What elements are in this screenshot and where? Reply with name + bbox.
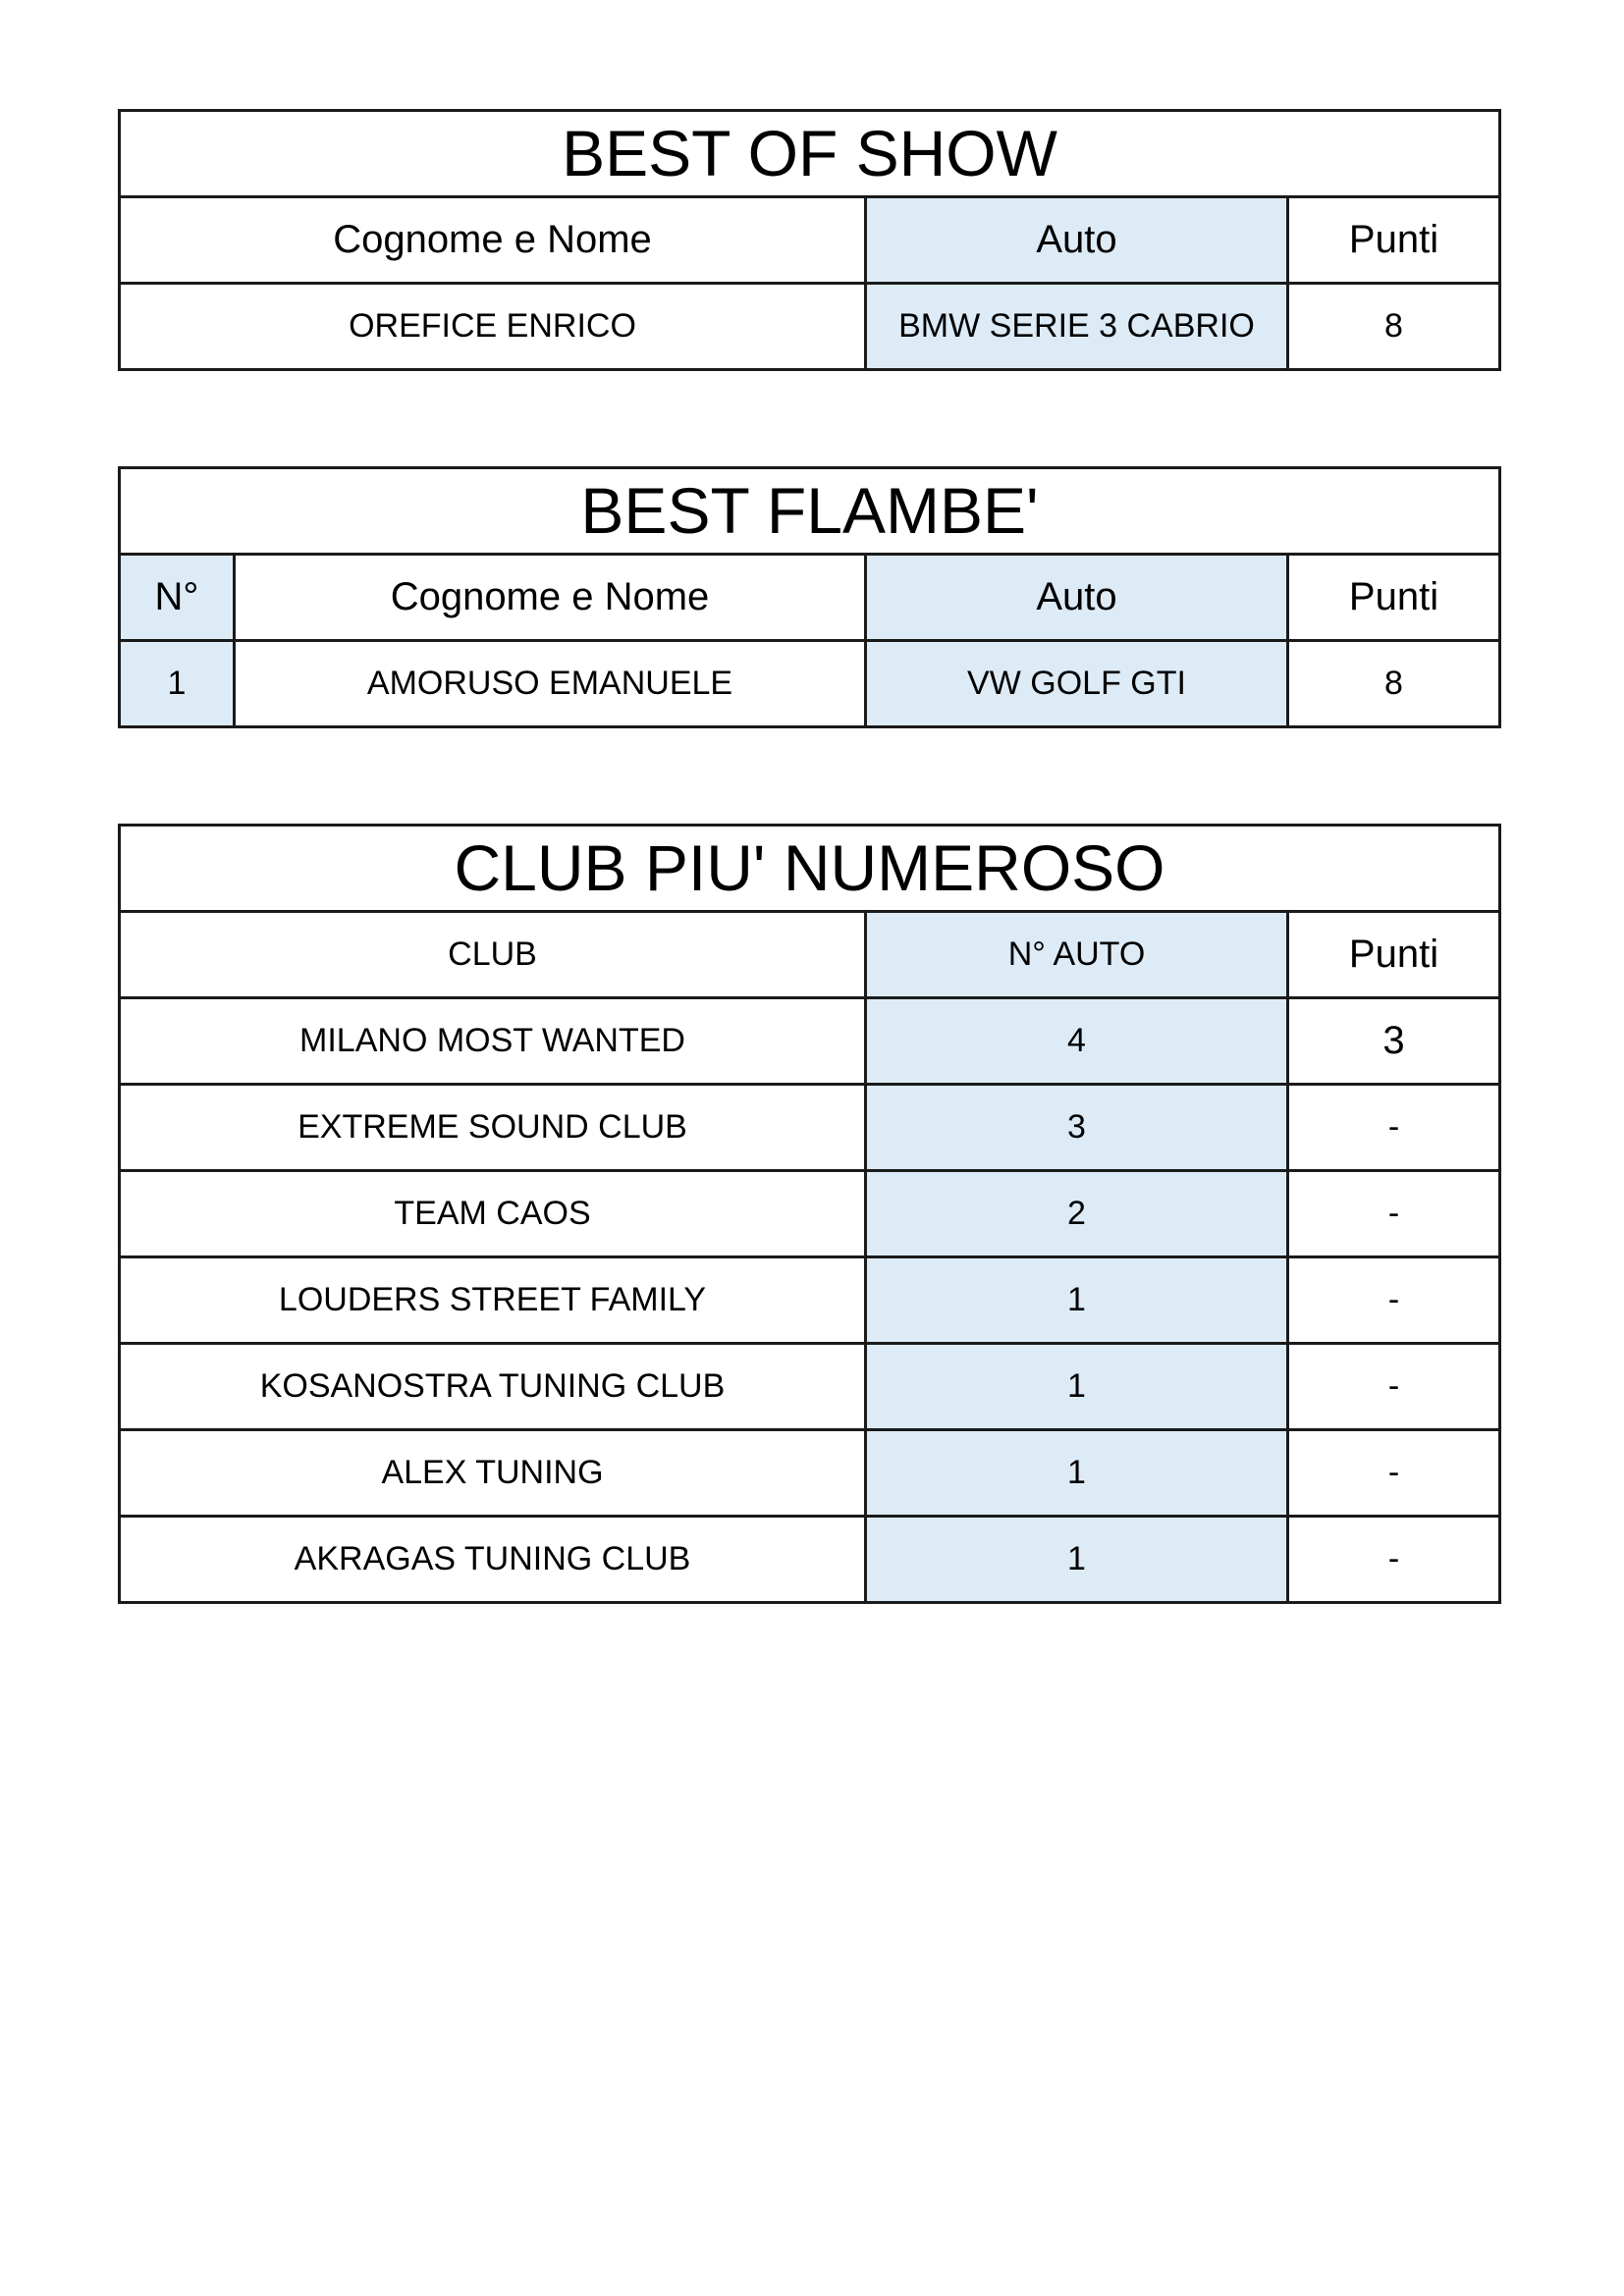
header-name: Cognome e Nome [235, 555, 866, 641]
table-row [120, 284, 1500, 370]
table-row [120, 1517, 1500, 1603]
cell-points: - [1288, 1085, 1500, 1171]
header-cars: N° AUTO [866, 912, 1288, 998]
cell-club: TEAM CAOS [120, 1171, 866, 1257]
table-title-row [120, 111, 1500, 197]
cell-points: - [1288, 1344, 1500, 1430]
cell-cars: 3 [866, 1085, 1288, 1171]
cell-points: - [1288, 1171, 1500, 1257]
cell-club: KOSANOSTRA TUNING CLUB [120, 1344, 866, 1430]
table-header-row [120, 197, 1500, 284]
cell-cars: 1 [866, 1344, 1288, 1430]
cell-points: 8 [1288, 284, 1500, 370]
table-row [120, 1344, 1500, 1430]
cell-club: MILANO MOST WANTED [120, 998, 866, 1085]
header-name: Cognome e Nome [120, 197, 866, 284]
cell-cars: 1 [866, 1257, 1288, 1344]
table-row [120, 1085, 1500, 1171]
cell-cars: 1 [866, 1430, 1288, 1517]
cell-car: BMW SERIE 3 CABRIO [866, 284, 1288, 370]
cell-points: - [1288, 1517, 1500, 1603]
table-row [120, 1257, 1500, 1344]
cell-points: - [1288, 1257, 1500, 1344]
cell-cars: 4 [866, 998, 1288, 1085]
cell-name: AMORUSO EMANUELE [235, 641, 866, 727]
header-points: Punti [1288, 197, 1500, 284]
table-row [120, 998, 1500, 1085]
cell-cars: 1 [866, 1517, 1288, 1603]
club-piu-numeroso-title: CLUB PIU' NUMEROSO [120, 826, 1500, 912]
cell-club: ALEX TUNING [120, 1430, 866, 1517]
cell-points: 3 [1288, 998, 1500, 1085]
table-row [120, 641, 1500, 727]
club-piu-numeroso-table [118, 824, 1501, 1604]
best-flambe-table [118, 466, 1501, 728]
table-row [120, 1430, 1500, 1517]
cell-number: 1 [120, 641, 235, 727]
cell-car: VW GOLF GTI [866, 641, 1288, 727]
header-car: Auto [866, 555, 1288, 641]
header-car: Auto [866, 197, 1288, 284]
header-points: Punti [1288, 555, 1500, 641]
cell-club: LOUDERS STREET FAMILY [120, 1257, 866, 1344]
best-of-show-title: BEST OF SHOW [120, 111, 1500, 197]
cell-club: AKRAGAS TUNING CLUB [120, 1517, 866, 1603]
cell-cars: 2 [866, 1171, 1288, 1257]
best-flambe-title: BEST FLAMBE' [120, 468, 1500, 555]
cell-points: 8 [1288, 641, 1500, 727]
header-points: Punti [1288, 912, 1500, 998]
table-row [120, 1171, 1500, 1257]
cell-points: - [1288, 1430, 1500, 1517]
cell-name: OREFICE ENRICO [120, 284, 866, 370]
header-number: N° [120, 555, 235, 641]
table-header-row [120, 555, 1500, 641]
header-club: CLUB [120, 912, 866, 998]
best-of-show-table [118, 109, 1501, 371]
table-title-row [120, 826, 1500, 912]
table-title-row [120, 468, 1500, 555]
table-header-row [120, 912, 1500, 998]
cell-club: EXTREME SOUND CLUB [120, 1085, 866, 1171]
